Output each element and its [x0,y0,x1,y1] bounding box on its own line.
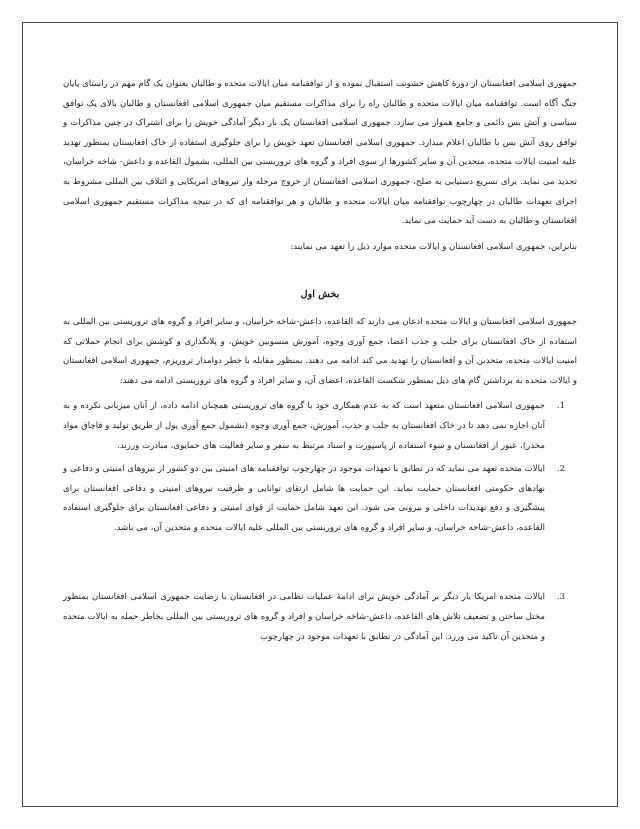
document-body [63,75,577,647]
item-number: 1. [556,401,566,412]
item-text: ایالات متحده تعهد می نماید که در تطابق با تعهدات موجود در چهارچوب توافقنامه های امنیتی بین دو کشور از نیروهای امنیتی و دفاعی و نهادهای حکومتی افغانستان حمایت نماید. این حمایت ها شامل ارتقای توانایی و ظرفیت نیروهای امنیتی و دفاعی افغانستان برای پیشگیری و دفع تهدیدات داخلی و بیرونی می شود. این تعهد شامل حمایت از قوای امنیتی و دفاعی افغانستان برای جلوگیری استفاده القاعده، داعش-شاخه خراسان، و سایر افراد و گروه های تروریستی بین المللی علیه ایالات متحده و متحدین آن، می باشد. [63,464,545,533]
item-number: 3. [556,592,566,603]
section-heading: بخش اول [300,289,340,301]
numbered-item-3 [63,588,577,647]
intro-paragraph: جمهوری اسلامی افغانستان از دورهٔ کاهش خشونت استقبال نموده و از توافقنامه میان ایالات متحده و طالبان بعنوان یک گام مهم در راستای پایان جنگ آگاه است. توافقنامه میان ایالات متحده و طالبان راه را برای مذاکرات مستقیم میان جمهوری اسلامی افغانستان و طالبان بالای یک توافق سیاسی و آتش بس دائمی و جامع هموار می سازد. جمهوری اسلامی افغانستان یک بار دیگر آمادگی خویش را برای اشتراک در چنین مذاکرات و توافق روی آتش بس با طالبان اعلام میدارد. جمهوری اسلامی افغانستان تعهد خویش را برای جلوگیری استفاده از خاک افغانستان بمنظور تهدید علیه امنیت ایالات متحده، متحدین آن و سایر کشورها از سوی افراد و گروه های تروریستی بین المللی، بشمول القاعده و داعش- شاخه خراسان، تجدید می نماید. برای تسریع دستیابی به صلح، جمهوری اسلامی افغانستان از خروج مرحله وار نیروهای امریکایی و ائتلاف بین المللی مشروط به اجرای تعهدات طالبان در چهارچوب توافقنامه میان ایالات متحده و طالبان و هر توافقنامه ای که در نتیجه مذاکرات مستقیم جمهوری اسلامی افغانستان و طالبان به دست آید حمایت می نماید. [63,79,577,227]
section-intro-paragraph: جمهوری اسلامی افغانستان و ایالات متحده اذعان می دارند که القاعده، داعش-شاخه خراسان، و سایر افراد و گروه های تروریستی بین المللی به استفاده از خاک افغانستان برای جلب و جذب اعضا، جمع آوری وجوه، آموزش منسوبین خویش، و پلانگذاری و کوشش برای انجام حملاتی که امنیت ایالات متحده، متحدین آن و افغانستان را تهدید می کند ادامه می دهند. بمنظور مقابله با خطر دوامدار تروریزم، جمهوری اسلامی افغانستان و ایالات متحده به برداشتن گام های ذیل بمنظور شکست القاعده، اعضای آن، و سایر افراد و گروه های تروریستی ادامه می دهند: [63,316,577,386]
commitment-line: بنابراین، جمهوری اسلامی افغانستان و ایالات متحده موارد ذیل را تعهد می نمایند: [290,241,577,252]
item-text: جمهوری اسلامی افغانستان متعهد است که به عدم همکاری خود با گروه های تروریستی همچنان ادامه داده، از آنان میزبانی نکرده و به آنان اجازه نمی دهد تا در خاک افغانستان به جلب و جذب، آموزش، جمع آوری وجوه (بشمول جمع آوری پول از طریق تولید و قاچاق مواد مخدر)، عبور از افغانستان و سوء استفاده از پاسپورت و اسناد مرتبط به سفر و سایر فعالیت های حمایوی، مبادرت ورزند. [63,401,545,451]
document-page [22,22,618,807]
item-text: ایالات متحده امریکا بار دیگر بر آمادگی خویش برای ادامهٔ عملیات نظامی در افغانستان با رضایت جمهوری اسلامی افغانستان بمنظور مختل ساختن و تضعیف تلاش های القاعده، داعش-شاخه خراسان و افراد و گروه های تروریستی بین المللی بخاطر حمله به ایالات متحده و متحدین آن تاکید می ورزد. این آمادگی در تطابق با تعهدات موجود در چهارچوب [63,592,545,642]
item-number: 2. [556,464,566,475]
numbered-item-1 [63,397,577,456]
numbered-item-2 [63,460,577,538]
